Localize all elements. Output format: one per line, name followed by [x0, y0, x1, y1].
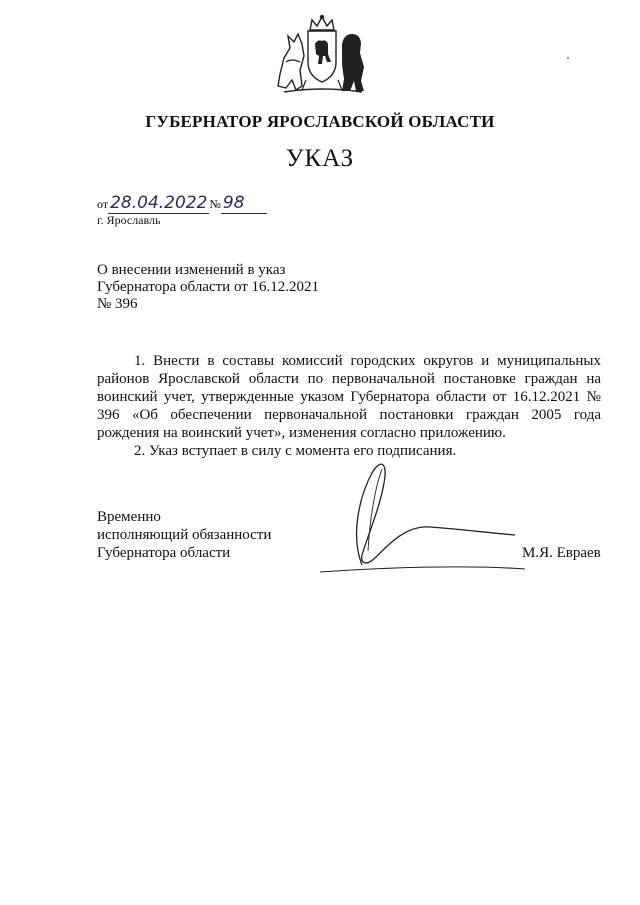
- organization-title: ГУБЕРНАТОР ЯРОСЛАВСКОЙ ОБЛАСТИ: [145, 112, 495, 131]
- date-prefix: от: [97, 197, 109, 211]
- number-prefix: №: [209, 197, 221, 211]
- document-type: УКАЗ: [285, 145, 355, 172]
- signer-position-line: Временно: [97, 509, 161, 525]
- city-label: г. Ярославль: [97, 213, 161, 227]
- subject-line: № 396: [97, 296, 138, 312]
- scan-speck: [567, 57, 569, 59]
- handwritten-number: 98: [221, 193, 267, 214]
- subject-line: Губернатора области от 16.12.2021: [97, 279, 320, 295]
- body-paragraph: 1. Внести в составы комиссий городских округов и муниципальных районов Ярославской области по первоначальной постановке граждан на воинский учет, утвержденные указом Губернатора области от 16.12.2021 № 396 «Об обеспечении первоначальной постановки граждан 2005 года рождения на воинский учет», изменения согласно приложению.: [97, 353, 601, 441]
- signer-position-line: Губернатора области: [97, 545, 231, 561]
- signer-name: М.Я. Евраев: [522, 545, 601, 561]
- body-paragraph: 2. Указ вступает в силу с момента его подписания.: [134, 443, 457, 459]
- document-body: [97, 352, 601, 460]
- signer-position-line: исполняющий обязанности: [97, 527, 272, 543]
- registration-line: [97, 193, 267, 214]
- document-subject: [97, 262, 319, 313]
- signer-position: [97, 508, 271, 562]
- yaroslavl-coat-of-arms-icon: [272, 14, 372, 96]
- subject-line: О внесении изменений в указ: [97, 262, 286, 278]
- handwritten-date: 28.04.2022: [110, 193, 208, 213]
- handwritten-signature: [310, 455, 530, 580]
